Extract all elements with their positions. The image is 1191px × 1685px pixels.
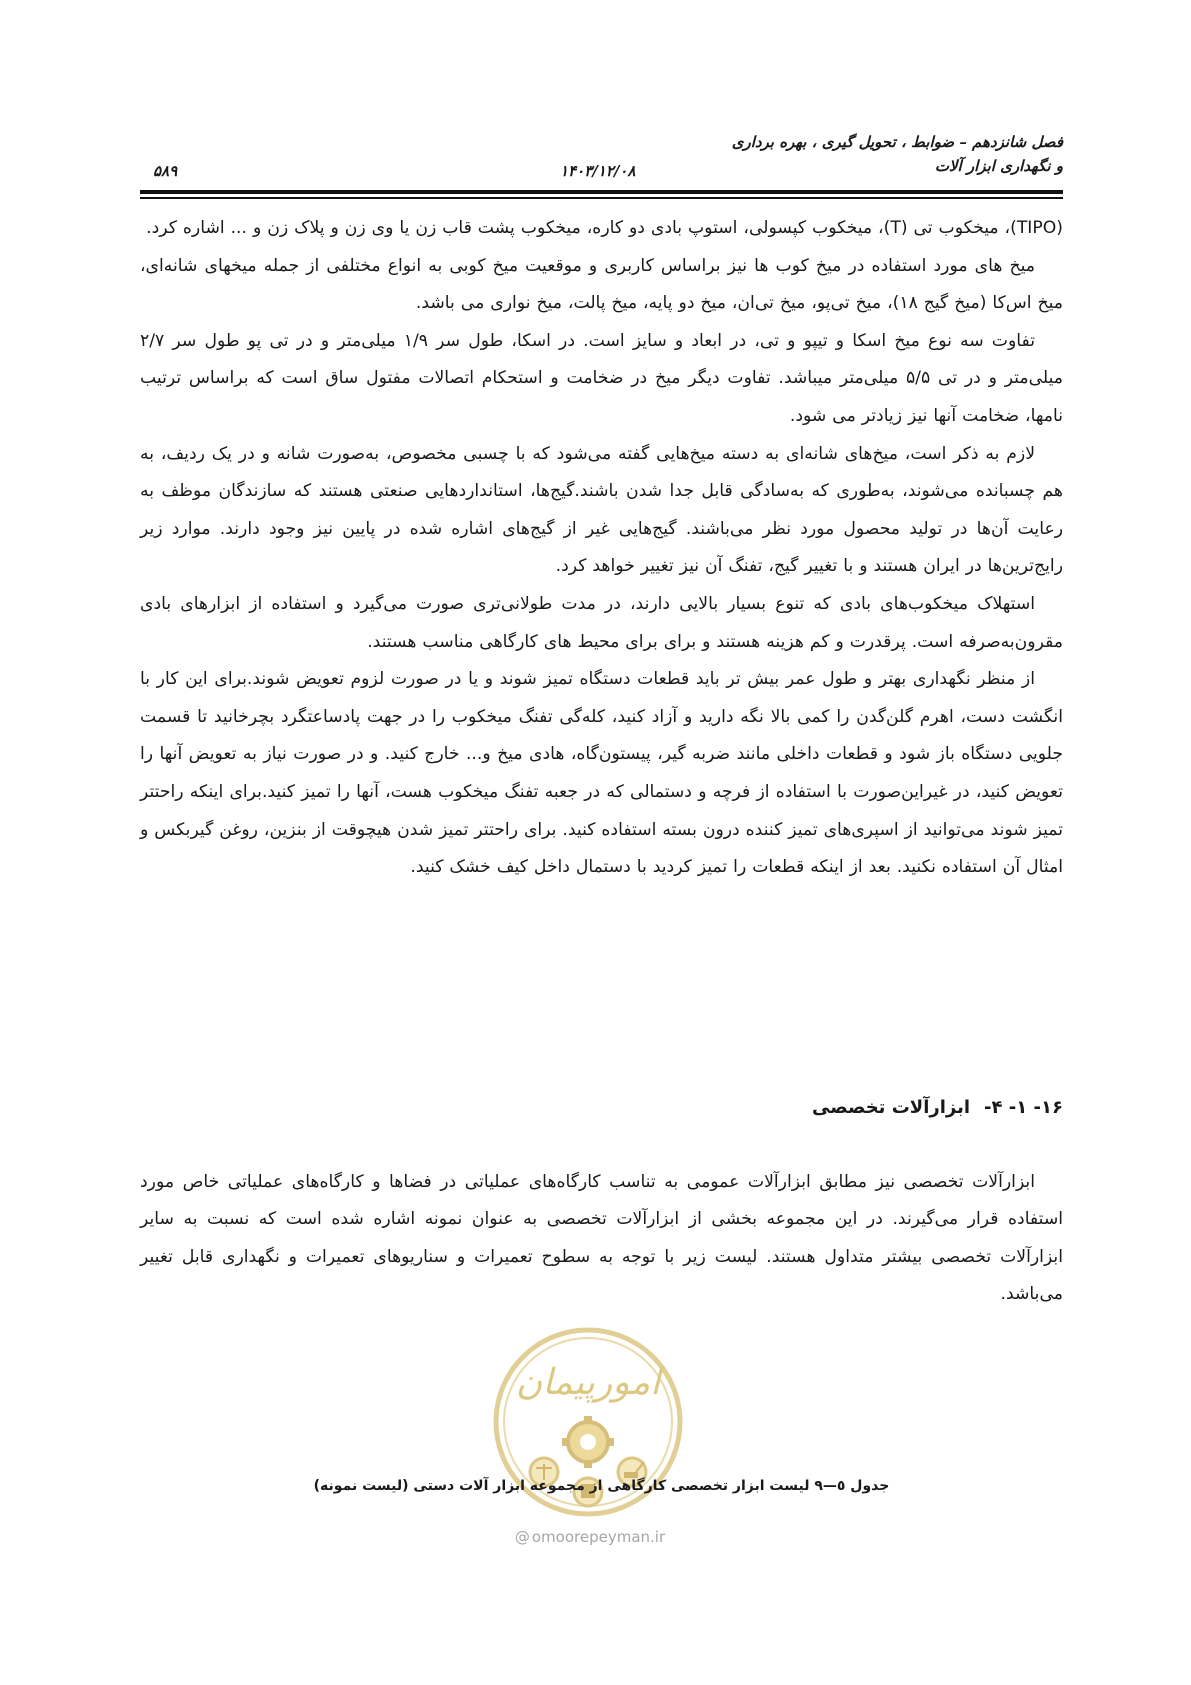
header-rule-thick: [140, 190, 1063, 194]
watermark-site: [490, 1528, 690, 1546]
table-caption: جدول ٥—٩ لیست ابزار تخصصی کارگاهی از مجموعه ابزار آلات دستی (لیست نمونه): [313, 1478, 890, 1494]
section-number: ۱۶- ۱- ۴-: [984, 1097, 1063, 1118]
chapter-title: [732, 130, 1063, 178]
paragraph: (TIPO)، میخکوب تی (T)، میخکوب کپسولی، استوپ بادی دو کاره، میخکوب پشت قاب زن یا وی زن و پلاک زن و ... اشاره کرد.: [146, 218, 1063, 238]
page-header: [140, 126, 1063, 196]
body-text: [140, 210, 1063, 887]
paragraph: تفاوت سه نوع میخ اسکا و تیپو و تی، در ابعاد و سایز است. در اسکا، طول سر ۱/۹ میلی‌متر و در تی پو طول سر ۲/۷ میلی‌متر و در تی ۵/۵ میلی‌متر میباشد. تفاوت دیگر میخ در ضخامت و استحکام اتصالات مفتول ساق است که براساس ترتیب نامها، ضخامت آنها نیز زیادتر می شود.: [140, 330, 1063, 426]
section-title: ابزارآلات تخصصی: [812, 1097, 971, 1118]
header-date: ۱۴۰۳/۱۲/۰۸: [560, 162, 636, 180]
paragraph: از منظر نگهداری بهتر و طول عمر بیش تر باید قطعات دستگاه تمیز شوند و یا در صورت لزوم تعویض شوند.برای این کار با انگشت دست، اهرم گلن‌گدن را کمی بالا نگه دارید و آزاد کنید، کله‌گی تفنگ میخکوب را در جهت پادساعتگرد بچرخانید تا قسمت جلویی دستگاه باز شود و قطعات داخلی مانند ضربه گیر، پیستون‌گاه، هادی میخ و... خارج کنید. و در صورت نیاز به تعویض آنها را تعویض کنید، در غیراین‌صورت با استفاده از فرچه و دستمالی که در جعبه تفنگ میخکوب هست، آنها را تمیز کنید.برای اینکه راحتتر تمیز شوند می‌توانید از اسپری‌های تمیز کننده درون بسته استفاده کنید. برای راحتتر تمیز شدن هیچوقت از بنزین، روغن گیربکس و امثال آن استفاده نکنید. بعد از اینکه قطعات را تمیز کردید با دستمال داخل کیف خشک کنید.: [140, 669, 1063, 878]
section-paragraph: ابزارآلات تخصصی نیز مطابق ابزارآلات عمومی به تناسب کارگاه‌های عملیاتی در فضاها و کارگاه‌های عملیاتی خاص مورد استفاده قرار می‌گیرند. در این مجموعه بخشی از ابزارآلات تخصصی به عنوان نمونه اشاره شده است که نسبت به سایر ابزارآلات تخصصی بیشتر متداول هستند. لیست زیر با توجه به سطوح تعمیرات و سناریوهای تعمیرات و نگهداری قابل تغییر می‌باشد.: [140, 1172, 1063, 1305]
page-number: ۵۸۹: [153, 162, 178, 180]
paragraph: لازم به ذکر است، میخ‌های شانه‌ای به دسته میخ‌هایی گفته می‌شود که با چسبی مخصوص، به‌صورت شانه و در یک ردیف، به هم چسبانده می‌شوند، به‌طوری که به‌سادگی قابل جدا شدن باشند.گیج‌ها، استانداردهایی صنعتی هستند که سازندگان موظف به رعایت آن‌ها در تولید محصول مورد نظر می‌باشند. گیج‌هایی غیر از گیج‌های اشاره شده در پایین نیز وجود دارند. موارد زیر رایج‌ترین‌ها در ایران هستند و با تغییر گیج، تفنگ آن نیز تغییر خواهد کرد.: [140, 443, 1063, 577]
paragraph: استهلاک میخکوب‌های بادی که تنوع بسیار بالایی دارند، در مدت طولانی‌تری صورت می‌گیرد و استفاده از ابزارهای بادی مقرون‌به‌صرفه است. پرقدرت و کم هزینه هستند و برای برای محیط های کارگاهی مناسب هستند.: [140, 593, 1063, 652]
header-rule-thin: [140, 197, 1063, 199]
gear-icon: [562, 1416, 614, 1468]
chapter-title-line1: فصل شانزدهم – ضوابط ، تحویل گیری ، بهره برداری: [731, 133, 1063, 151]
at-icon: @: [514, 1528, 530, 1546]
watermark-site-text: omoorepeyman.ir: [531, 1528, 666, 1546]
paragraph: میخ های مورد استفاده در میخ کوب ها نیز براساس کاربری و موقعیت میخ کوبی به انواع مختلفی از جمله میخهای شانه‌ای، میخ اس‌کا (میخ گیج ۱۸)، میخ تی‌پو، میخ تی‌ان، میخ دو پایه، میخ پالت، میخ نواری می باشد.: [140, 255, 1063, 314]
stamp-logo-text: امورپیمان: [515, 1362, 661, 1403]
chapter-title-line2: و نگهداری ابزار آلات: [934, 157, 1063, 175]
section-heading: [812, 1097, 1063, 1118]
section-text: [140, 1164, 1063, 1314]
